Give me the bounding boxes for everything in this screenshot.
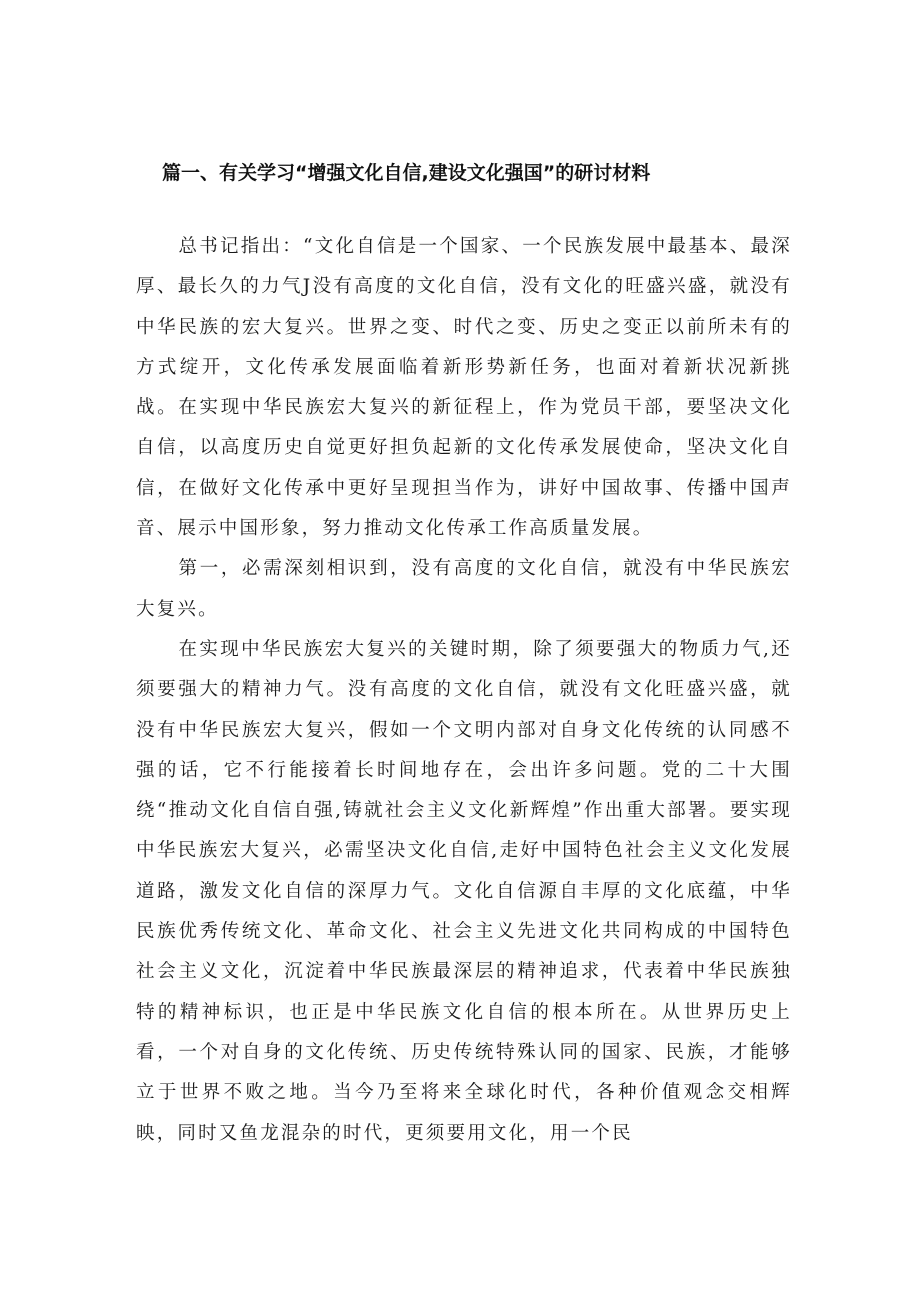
paragraph-point-one: 第一，必需深刻相识到，没有高度的文化自信，就没有中华民族宏大复兴。 (136, 558, 792, 620)
paragraph-discussion: 在实现中华民族宏大复兴的关键时期，除了须要强大的物质力气,还须要强大的精神力气。没有高度的文化自信，就没有文化旺盛兴盛，就没有中华民族宏大复兴，假如一个文明内部对自身文化传统的认同感不强的话，它不行能接着长时间地存在，会出许多问题。党的二十大围绕“推动文化自信自强,铸就社会主义文化新辉煌”作出重大部署。要实现中华民族宏大复兴，必需坚决文化自信,走好中国特色社会主义文化发展道路，激发文化自信的深厚力气。文化自信源自丰厚的文化底蕴，中华民族优秀传统文化、革命文化、社会主义先进文化共同构成的中国特色社会主义文化，沉淀着中华民族最深层的精神追求，代表着中华民族独特的精神标识，也正是中华民族文化自信的根本所在。从世界历史上看，一个对自身的文化传统、历史传统特殊认同的国家、民族，才能够立于世界不败之地。当今乃至将来全球化时代，各种价值观念交相辉映，同时又鱼龙混杂的时代，更须要用文化，用一个民 (136, 638, 792, 1144)
paragraph-intro: 总书记指出：“文化自信是一个国家、一个民族发展中最基本、最深厚、最长久的力气J没有高度的文化自信，没有文化的旺盛兴盛，就没有中华民族的宏大复兴。世界之变、时代之变、历史之变正以前所未有的方式绽开，文化传承发展面临着新形势新任务，也面对着新状况新挑战。在实现中华民族宏大复兴的新征程上，作为党员干部，要坚决文化自信，以高度历史自觉更好担负起新的文化传承发展使命，坚决文化自信，在做好文化传承中更好呈现担当作为，讲好中国故事、传播中国声音、展示中国形象，努力推动文化传承工作高质量发展。 (136, 236, 792, 540)
document-body (136, 227, 792, 1154)
document-title: 篇一、有关学习“增强文化自信,建设文化强国”的研讨材料 (162, 162, 651, 184)
